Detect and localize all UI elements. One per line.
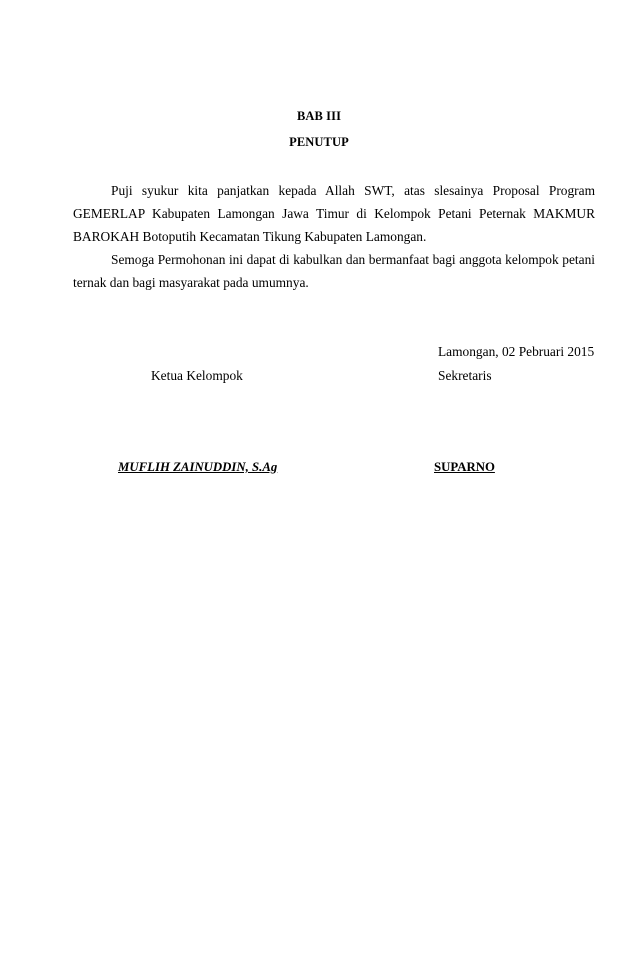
place-date: Lamongan, 02 Pebruari 2015: [438, 344, 595, 359]
closing-paragraph-2: [73, 248, 595, 294]
paragraph-text-2: Semoga Permohonan ini dapat di kabulkan dan bermanfaat bagi anggota kelompok petani ternak dan bagi masyarakat pada umumnya.: [73, 252, 595, 290]
signatory-role-chairman: Ketua Kelompok: [151, 368, 243, 383]
closing-paragraph-1: [73, 179, 595, 248]
signatory-name-secretary: SUPARNO: [434, 460, 495, 474]
signatory-role-secretary: Sekretaris: [438, 368, 492, 383]
signatory-name-chairman: MUFLIH ZAINUDDIN, S.Ag: [118, 460, 278, 474]
chapter-heading: BAB III: [296, 109, 342, 123]
paragraph-text-1: Puji syukur kita panjatkan kepada Allah SWT, atas slesainya Proposal Program GEMERLAP Kabupaten Lamongan Jawa Timur di Kelompok Petani Peternak MAKMUR BAROKAH Botoputih Kecamatan Tikung Kabupaten Lamongan.: [73, 183, 595, 244]
chapter-title: PENUTUP: [289, 135, 349, 149]
